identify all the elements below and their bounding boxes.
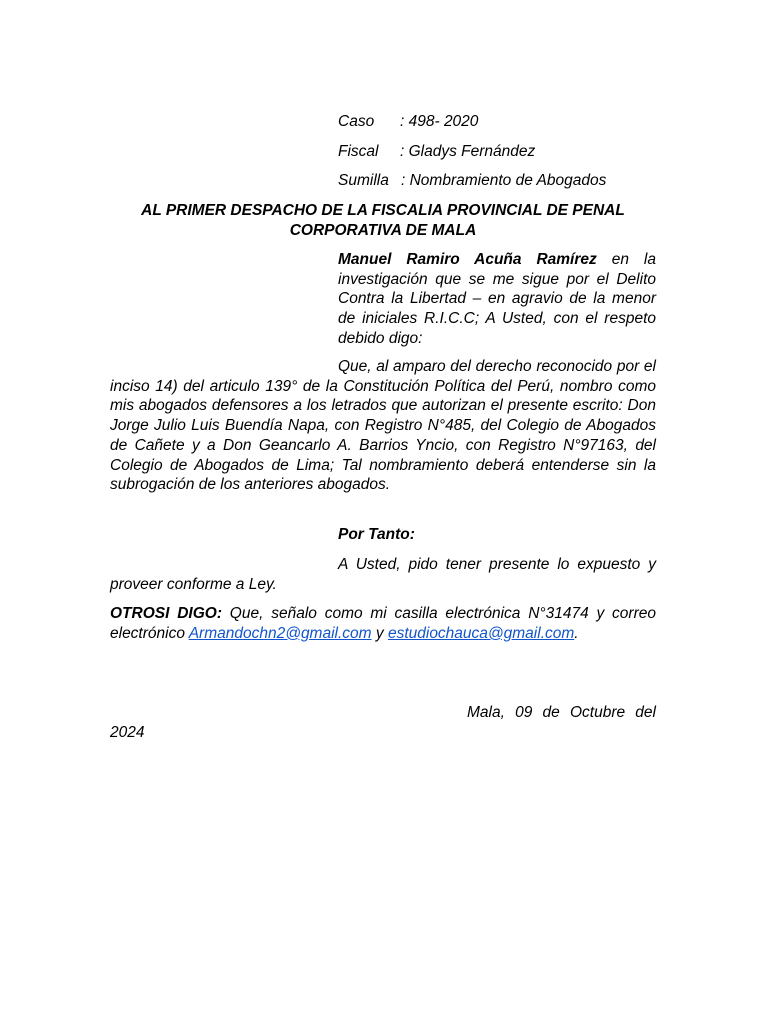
sumilla-value: : Nombramiento de Abogados — [401, 172, 607, 189]
intro-text: en la investigación que se me sigue por el Delito Contra la Libertad – en agravio de la menor de iniciales R.I.C.C; A Usted, con el respeto debido digo: — [338, 251, 656, 347]
fiscal-label: Fiscal — [338, 143, 379, 160]
otrosi-end: . — [574, 624, 579, 642]
caso-value: : 498- 2020 — [400, 113, 479, 130]
date-text: Mala, 09 de Octubre del 2024 — [110, 704, 656, 741]
caso-row — [338, 112, 479, 132]
fiscal-row — [338, 142, 536, 162]
por-tanto-heading: Por Tanto: — [338, 526, 415, 543]
otrosi-label: OTROSI DIGO: — [110, 605, 222, 622]
otrosi-text: Que, señalo como mi casilla electrónica N°31474 y correo electrónico — [110, 605, 656, 642]
sumilla-row — [338, 171, 607, 191]
otrosi-paragraph — [110, 604, 656, 643]
date-line — [110, 703, 656, 742]
intro-paragraph — [338, 250, 656, 349]
email-link-2[interactable]: estudiochauca@gmail.com — [387, 624, 575, 642]
otrosi-connector: y — [371, 624, 388, 642]
body-paragraph: Que, al amparo del derecho reconocido por el inciso 14) del articulo 139° de la Constitución Política del Perú, nombro como mis abogados defensores a los letrados que autorizan el presente escrito: Don Jorge Julio Luis Buendía Napa, con Registro N°485, del Colegio de Abogados de Cañete y a Don Geancarlo A. Barrios Yncio, con Registro N°97163, del Colegio de Abogados de Lima; Tal nombramiento deberá entenderse sin la subrogación de los anteriores abogados. — [110, 358, 656, 494]
email-link-1[interactable]: Armandochn2@gmail.com — [188, 624, 372, 642]
document-title: AL PRIMER DESPACHO DE LA FISCALIA PROVINCIAL DE PENAL CORPORATIVA DE MALA — [141, 202, 625, 239]
fiscal-value: : Gladys Fernández — [400, 143, 536, 160]
petitioner-name: Manuel Ramiro Acuña Ramírez — [338, 251, 597, 268]
sumilla-label: Sumilla — [338, 172, 389, 189]
caso-label: Caso — [338, 113, 375, 130]
por-tanto-paragraph: A Usted, pido tener presente lo expuesto y proveer conforme a Ley. — [110, 556, 656, 593]
